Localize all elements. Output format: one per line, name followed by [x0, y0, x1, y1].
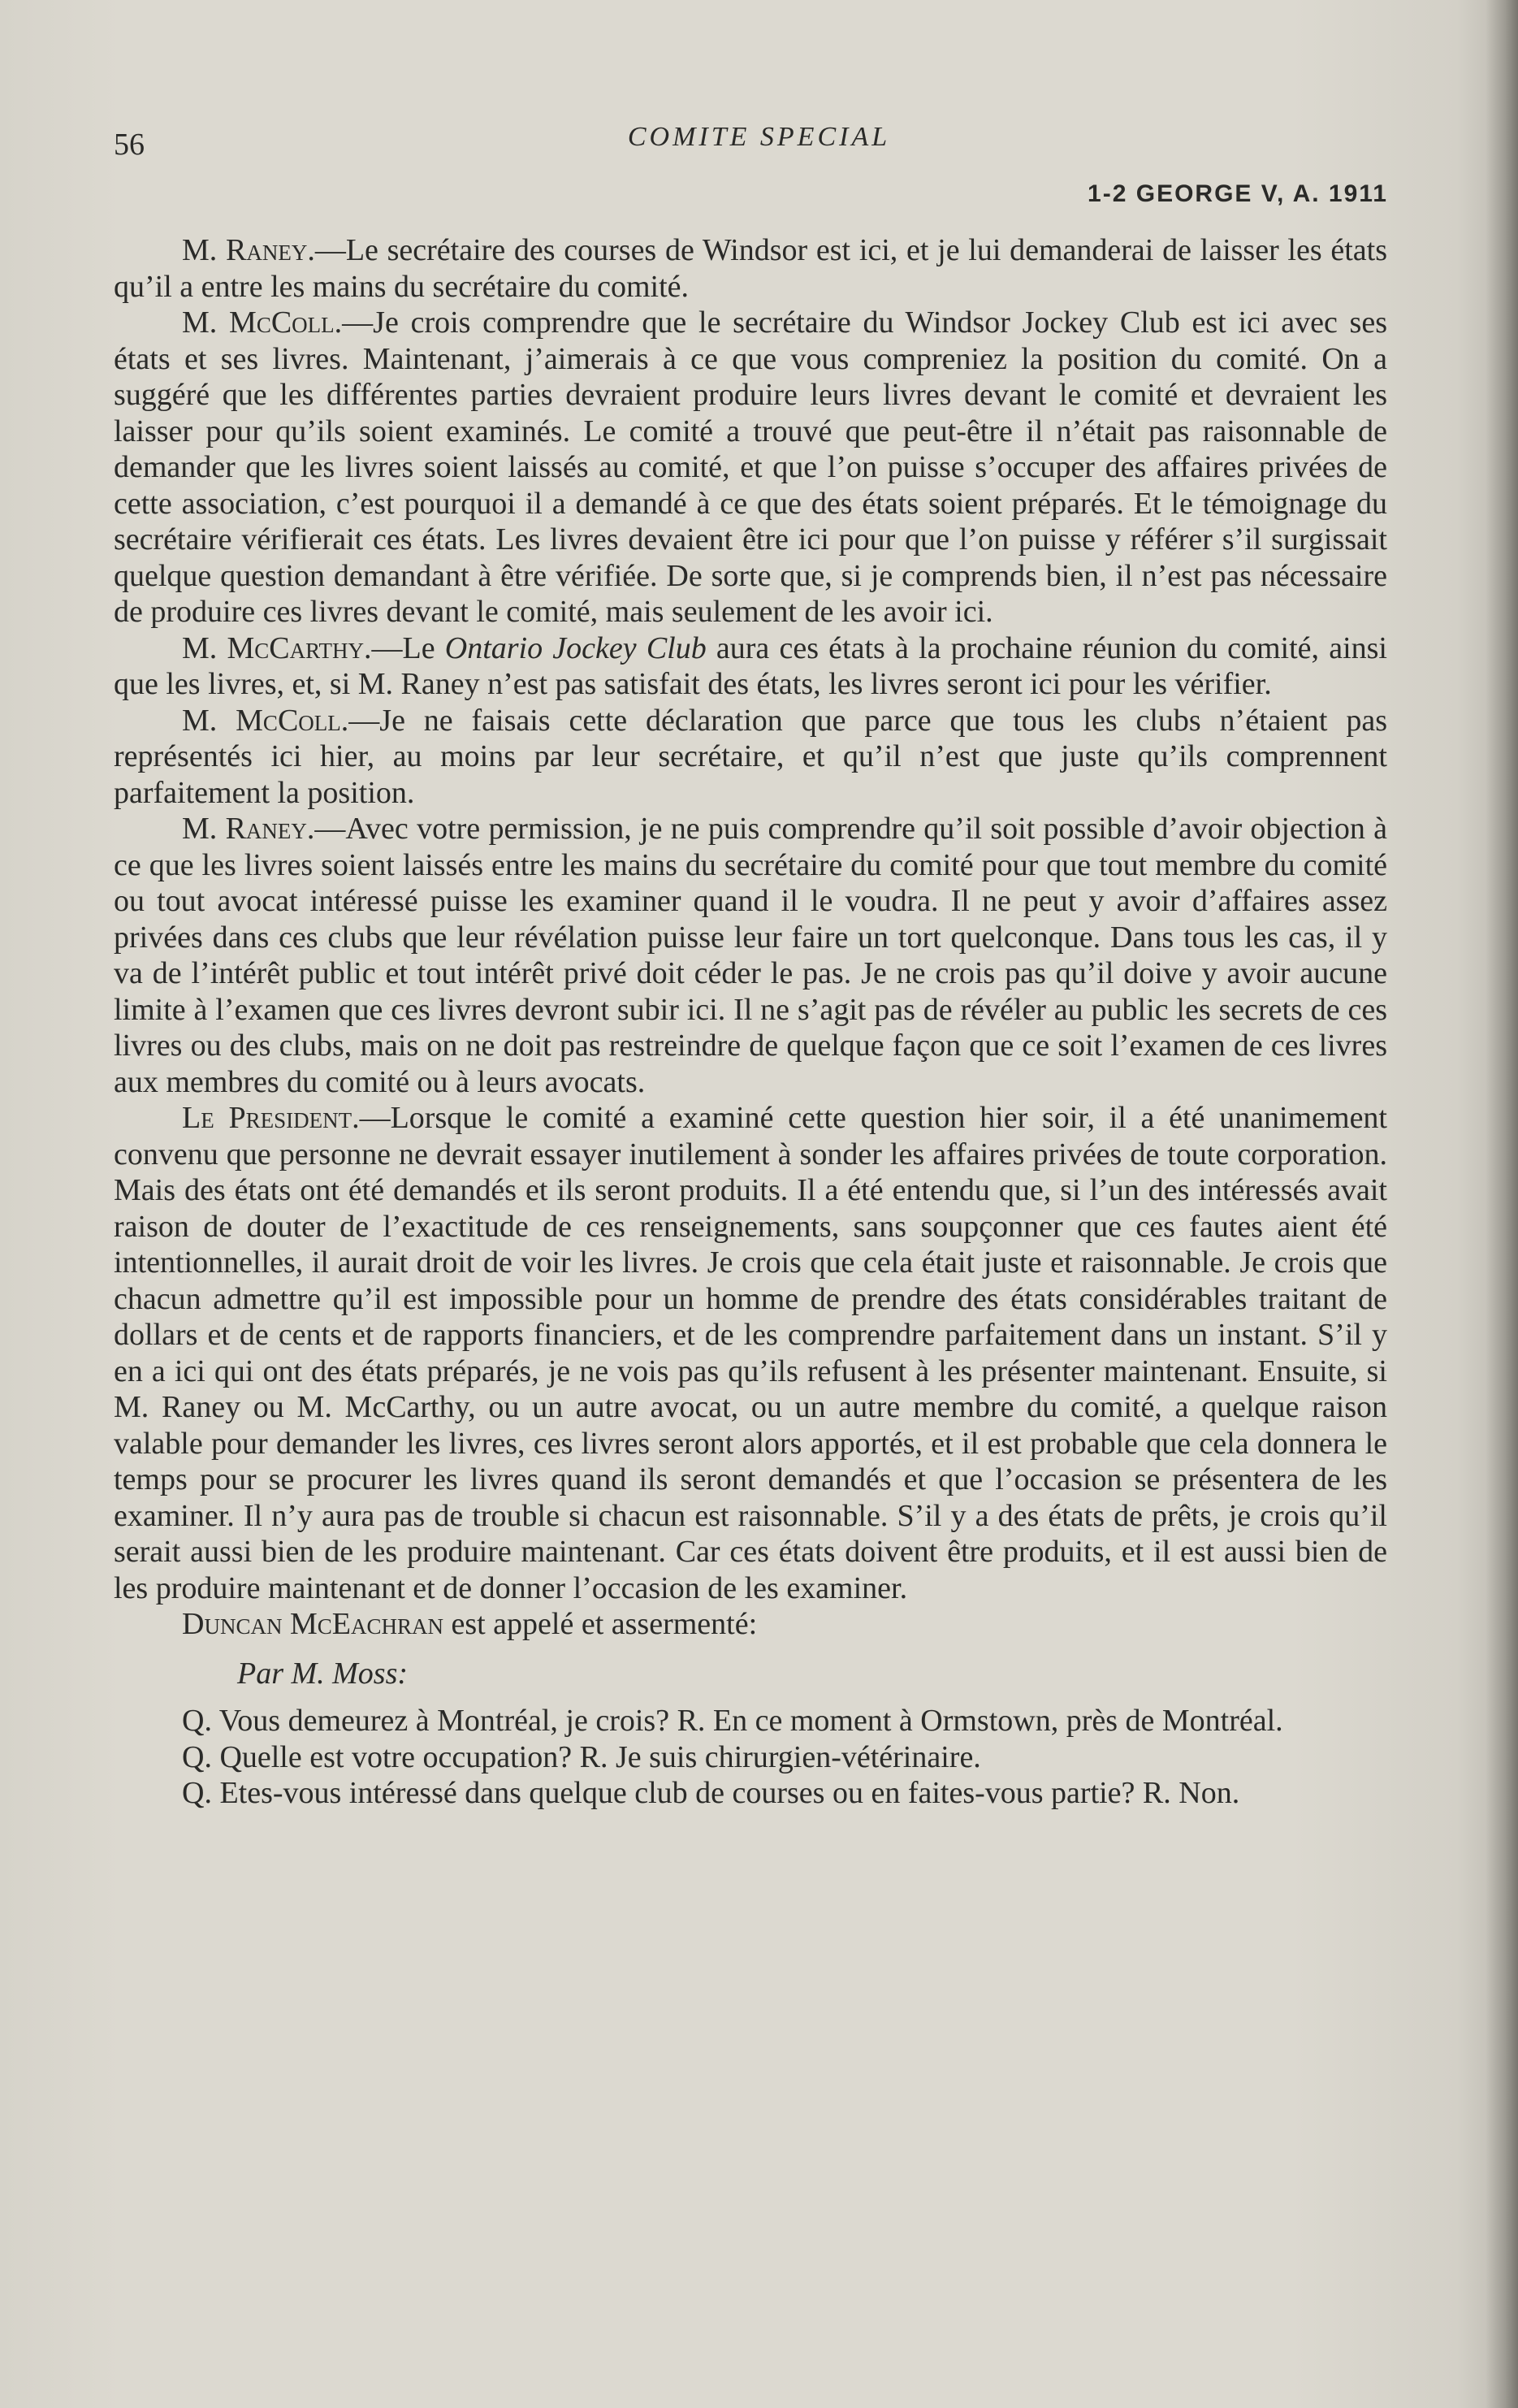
running-title: COMITE SPECIAL — [627, 122, 891, 152]
speaker-name: M. McColl. — [182, 703, 349, 738]
paragraph-president — [114, 1100, 1387, 1606]
paragraph-text: est appelé et assermenté: — [443, 1607, 758, 1641]
qa-line: Q. Vous demeurez à Montréal, je crois? R. En ce moment à Ormstown, près de Montréal. — [182, 1704, 1283, 1738]
speaker-name: M. Raney. — [182, 233, 315, 267]
club-name: Ontario Jockey Club — [444, 630, 707, 665]
examiner-heading: Par M. Moss: — [237, 1656, 409, 1691]
speaker-name: M. McCarthy. — [182, 630, 372, 665]
speaker-name: M. McColl. — [182, 305, 343, 340]
paragraph-text: —Je ne faisais cette déclaration que parce que tous les clubs n’étaient pas représentés ici hier, au moins par leur secrétaire, et qu’il n’est que juste qu’ils comprennent parfaitement la position. — [114, 703, 1387, 810]
paragraph-text: —Le — [371, 630, 445, 665]
paragraph-mccoll-2 — [114, 703, 1387, 812]
speaker-name: M. Raney. — [182, 812, 315, 846]
speaker-name: Le President. — [182, 1101, 360, 1135]
paragraph-text: —Lorsque le comité a examiné cette question hier soir, il a été unanimement convenu que personne ne devrait essayer inutilement à sonder les affaires privées de toute corporation. Mais des états ont été demandés et ils seront produits. Il a été entendu que, si l’un des intéressés avait raison de douter de l’exactitude de ces renseignements, sans soupçonner que ces fautes aient été intentionnelles, il aurait droit de voir les livres. Je crois que cela était juste et raisonnable. Je crois que chacun admettre qu’il est impossible pour un homme de prendre des états considérables traitant de dollars et de cents et de rapports financiers, et de les comprendre parfaitement dans un instant. S’il y en a ici qui ont des états préparés, je ne vois pas qu’ils refusent à les présenter maintenant. Ensuite, si M. Raney ou M. McCarthy, ou un autre avocat, ou un autre membre du comité, a quelque raison valable pour demander les livres, ces livres seront alors apportés, et il est probable que cela donnera le temps pour se procurer les livres quand ils seront demandés et que l’occasion se présentera de les examiner. Il n’y aura pas de trouble si chacun est raisonnable. S’il y a des états de prêts, je crois qu’il serait aussi bien de les produire maintenant. Car ces états doivent être produits, et il est aussi bien de les produire maintenant et de donner l’occasion de les examiner. — [114, 1101, 1387, 1605]
paragraph-witness-sworn — [114, 1606, 1387, 1643]
body-text — [114, 232, 1387, 1812]
paragraph-text: —Je crois comprendre que le secrétaire du Windsor Jockey Club est ici avec ses états et ses livres. Maintenant, j’aimerais à ce que vous compreniez la position du comité. On a suggéré que les différentes parties devraient produire leurs livres devant le comité et devraient les laisser pour qu’ils soient examinés. Le comité a trouvé que peut-être il n’était pas raisonnable de demander que les livres soient laissés au comité, et que l’on puisse s’occuper des affaires privées de cette association, c’est pourquoi il a demandé à ce que des états soient préparés. Et le témoignage du secrétaire vérifierait ces états. Les livres devaient être ici pour que l’on puisse y référer s’il surgissait quelque question demandant à être vérifiée. De sorte que, si je comprends bien, il n’est pas nécessaire de produire ces livres devant le comité, mais seulement de les avoir ici. — [114, 305, 1387, 629]
page-edge-shadow — [1486, 0, 1518, 2408]
witness-name: Duncan McEachran — [182, 1607, 443, 1641]
qa-line: Q. Etes-vous intéressé dans quelque club de courses ou en faites-vous partie? R. Non. — [182, 1776, 1240, 1810]
paragraph-text: —Le secrétaire des courses de Windsor est ici, et je lui demanderai de laisser les états qu’il a entre les mains du secrétaire du comité. — [114, 233, 1387, 304]
session-label: 1-2 GEORGE V, A. 1911 — [1088, 180, 1388, 207]
paragraph-raney-1 — [114, 232, 1387, 305]
paragraph-text: —Avec votre permission, je ne puis comprendre qu’il soit possible d’avoir objection à ce que les livres soient laissés entre les mains du secrétaire du comité pour que tout membre du comité ou tout avocat intéressé puisse les examiner quand il le voudra. Il ne peut y avoir d’affaires assez privées dans ces clubs que leur révélation puisse leur faire un tort quelconque. Dans tous les cas, il y va de l’intérêt public et tout intérêt privé doit céder le pas. Je ne crois pas qu’il doive y avoir aucune limite à l’examen que ces livres devront subir ici. Il ne s’agit pas de révéler au public les secrets de ces livres ou des clubs, mais on ne doit pas restreindre de quelque façon que ce soit l’examen de ces livres aux membres du comité ou à leurs avocats. — [114, 812, 1387, 1099]
paragraph-text: aura ces états à la prochaine réunion du comité, ainsi que les livres, et, si M. Raney n’est pas satisfait des états, les livres seront ici pour les vérifier. — [114, 630, 1387, 701]
paragraph-raney-2 — [114, 811, 1387, 1100]
paragraph-mccoll-1 — [114, 305, 1387, 630]
paragraph-mccarthy — [114, 630, 1387, 703]
qa-line: Q. Quelle est votre occupation? R. Je suis chirurgien-vétérinaire. — [182, 1739, 981, 1774]
page-number: 56 — [114, 128, 145, 162]
